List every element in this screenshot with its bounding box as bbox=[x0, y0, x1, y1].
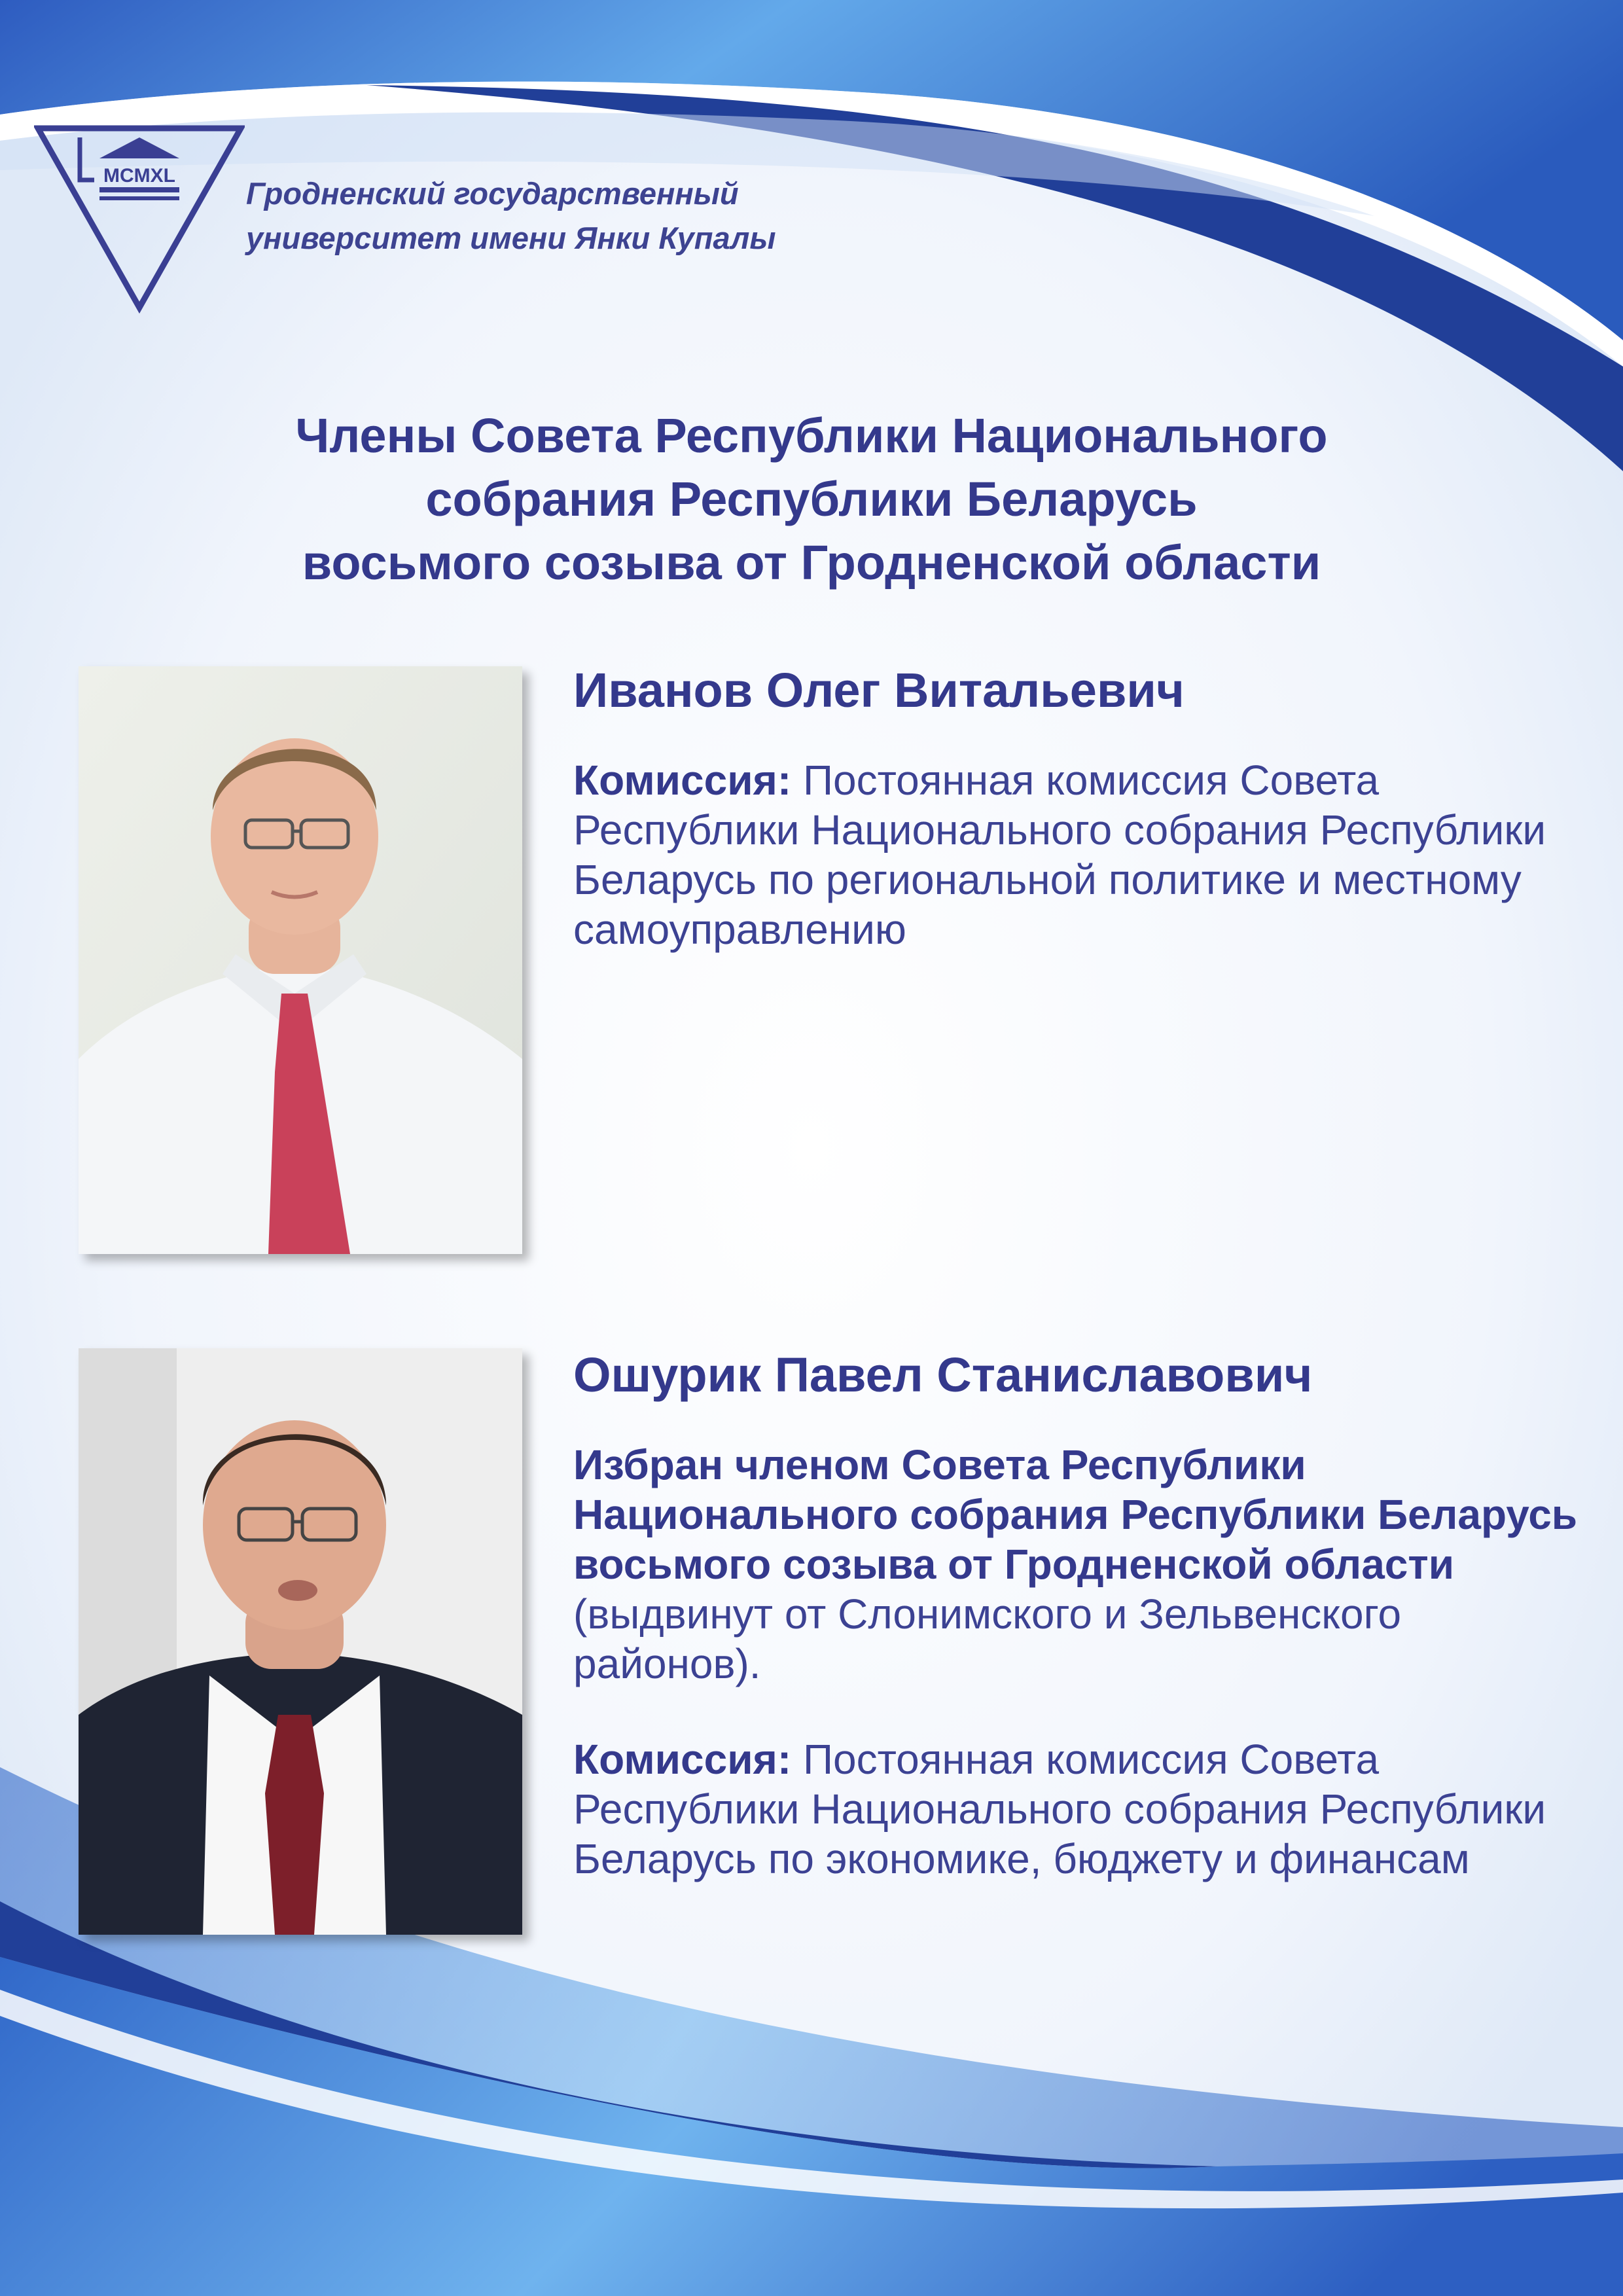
commission-label: Комиссия: bbox=[573, 757, 792, 804]
title-line2: собрания Республики Беларусь bbox=[425, 472, 1198, 526]
member-election-info bbox=[573, 1440, 1594, 1689]
university-name-line2: университет имени Янки Купалы bbox=[246, 221, 776, 255]
title-line3: восьмого созыва от Гродненской области bbox=[302, 535, 1321, 590]
election-statement: Избран членом Совета Республики Национального собрания Республики Беларусь восьмого созыва от Гродненской области bbox=[573, 1441, 1578, 1588]
member-name: Иванов Олег Витальевич bbox=[573, 663, 1185, 717]
commission-text: Постоянная комиссия Совета Республики Национального собрания Республики Беларусь по экономике, бюджету и финансам bbox=[573, 1736, 1546, 1882]
logo-lettering: MCMXL bbox=[103, 165, 175, 187]
university-logo bbox=[34, 124, 245, 314]
page-title bbox=[131, 404, 1492, 594]
portrait-ivanov bbox=[79, 666, 522, 1254]
member-card-oshurik bbox=[573, 1339, 1594, 1884]
member-name: Ошурик Павел Станиславович bbox=[573, 1348, 1313, 1402]
commission-label: Комиссия: bbox=[573, 1736, 792, 1783]
nomination-note: (выдвинут от Слонимского и Зельвенского районов). bbox=[573, 1590, 1402, 1687]
university-name-line1: Гродненский государственный bbox=[246, 176, 739, 211]
member-card-ivanov bbox=[573, 655, 1594, 954]
member-commission bbox=[573, 1734, 1594, 1884]
university-name bbox=[246, 171, 901, 260]
commission-text: Постоянная комиссия Совета Республики Национального собрания Республики Беларусь по региональной политике и местному самоуправлению bbox=[573, 757, 1546, 953]
title-line1: Члены Совета Республики Национального bbox=[295, 408, 1328, 463]
portrait-oshurik bbox=[79, 1348, 522, 1935]
member-commission bbox=[573, 755, 1594, 954]
